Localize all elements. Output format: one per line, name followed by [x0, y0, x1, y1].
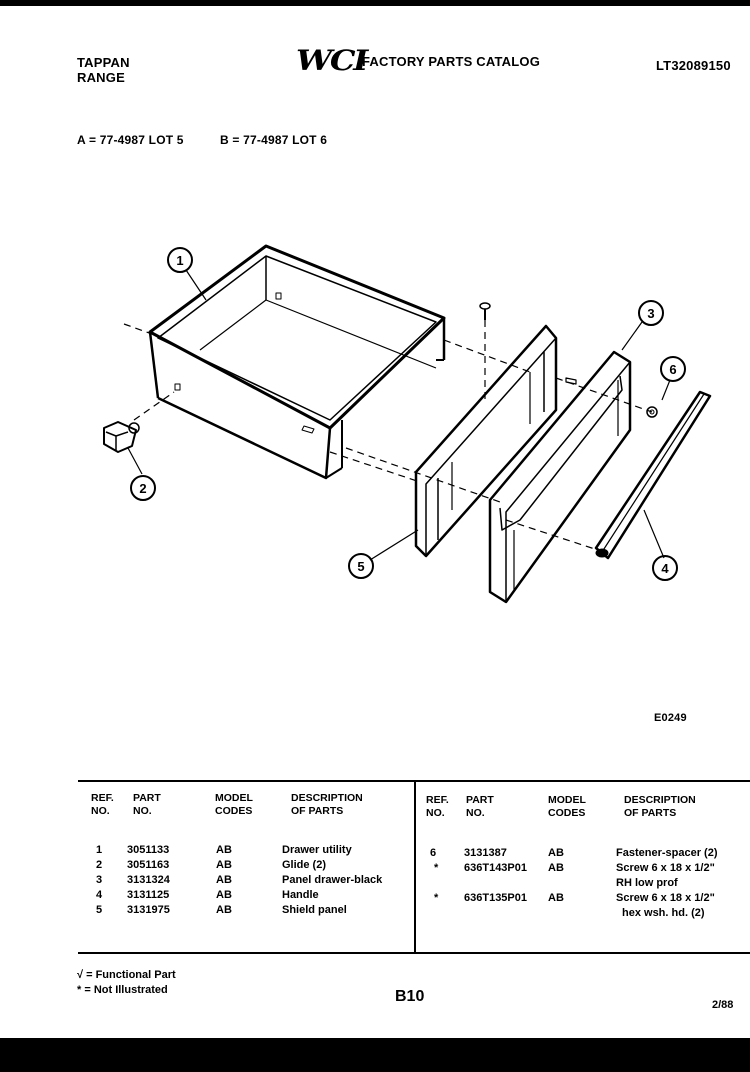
drawer-utility: [150, 246, 444, 478]
table-row: * 636T143P01 AB Screw 6 x 18 x 1/2": [434, 862, 715, 874]
hdr-part-left: PART NO.: [133, 792, 161, 817]
lot-a: A = 77-4987 LOT 5: [77, 133, 184, 147]
bottom-border: [0, 1038, 750, 1072]
table-row: 3 3131324 AB Panel drawer-black: [96, 874, 383, 886]
legend: [77, 968, 176, 998]
table-row-continuation: hex wsh. hd. (2): [622, 907, 705, 919]
page-number: B10: [395, 988, 425, 1005]
brand-line-2: RANGE: [77, 70, 125, 85]
left-parts-list: [96, 843, 406, 918]
brand-line-1: TAPPAN: [77, 55, 130, 70]
callout-label-1: 1: [176, 253, 184, 268]
table-row: 5 3131975 AB Shield panel: [96, 904, 347, 916]
table-row: * 636T135P01 AB Screw 6 x 18 x 1/2": [434, 892, 715, 904]
table-row: 6 3131387 AB Fastener-spacer (2): [430, 847, 718, 859]
hdr-model-left: MODEL CODES: [215, 792, 253, 817]
table-divider: [414, 780, 416, 952]
hdr-model-right: MODEL CODES: [548, 794, 586, 819]
legend-functional-part: √ = Functional Part: [77, 969, 176, 981]
table-row: 1 3051133 AB Drawer utility: [96, 844, 352, 856]
screw: [480, 303, 490, 320]
hdr-part-right: PART NO.: [466, 794, 494, 819]
hdr-ref-right: REF. NO.: [426, 794, 449, 819]
callout-label-5: 5: [357, 559, 365, 574]
wci-logo: WCI: [296, 44, 366, 77]
catalog-title: FACTORY PARTS CATALOG: [362, 54, 541, 69]
figure-code: E0249: [654, 712, 687, 724]
catalog-number: LT32089150: [656, 58, 731, 73]
table-bottom-rule: [78, 952, 750, 954]
hdr-ref-left: REF. NO.: [91, 792, 114, 817]
right-parts-list: [430, 846, 748, 921]
lot-b: B = 77-4987 LOT 6: [220, 133, 328, 147]
legend-not-illustrated: * = Not Illustrated: [77, 984, 168, 996]
callout-label-6: 6: [669, 362, 677, 377]
callout-label-2: 2: [139, 481, 147, 496]
callout-label-3: 3: [647, 306, 655, 321]
table-row-continuation: RH low prof: [616, 877, 678, 889]
hdr-desc-left: DESCRIPTION OF PARTS: [291, 792, 363, 817]
table-row: 2 3051163 AB Glide (2): [96, 859, 327, 871]
glide: [104, 422, 139, 452]
callout-label-4: 4: [661, 561, 669, 576]
table-row: 4 3131125 AB Handle: [96, 889, 319, 901]
revision-date: 2/88: [712, 999, 734, 1011]
hdr-desc-right: DESCRIPTION OF PARTS: [624, 794, 696, 819]
